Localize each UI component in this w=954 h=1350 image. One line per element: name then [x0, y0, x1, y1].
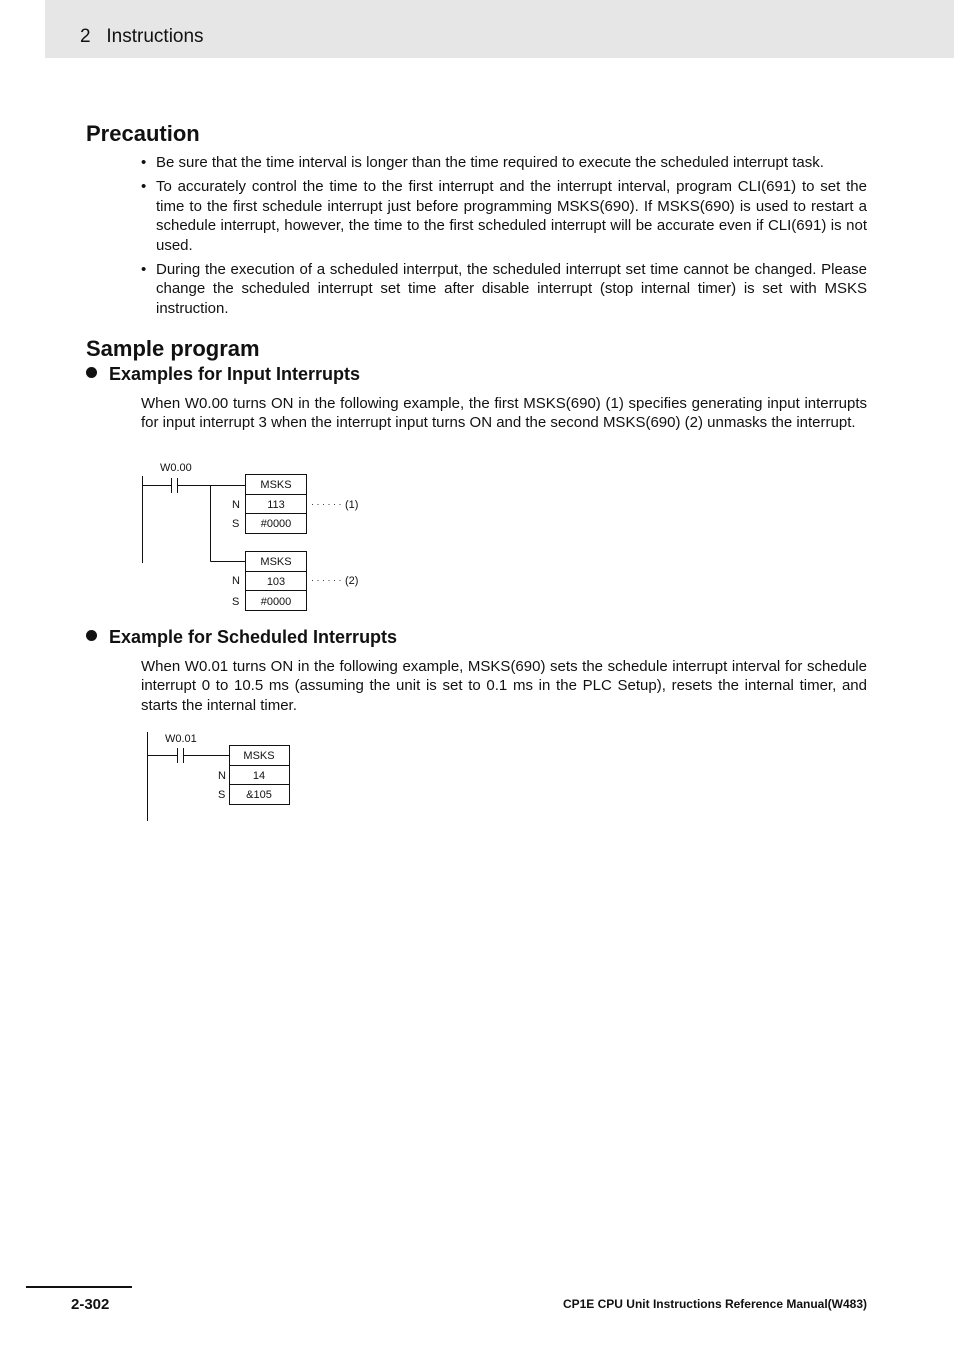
leader-dots: · · · · · ·	[311, 499, 342, 509]
block-name: MSKS	[260, 556, 292, 568]
precaution-title: Precaution	[86, 121, 200, 146]
callout-label: (2)	[345, 575, 359, 587]
input-interrupts-heading	[86, 364, 360, 385]
page-number: 2-302	[71, 1296, 110, 1313]
contact-label: W0.00	[160, 462, 192, 474]
precaution-list	[140, 153, 867, 323]
sample-program-title: Sample program	[86, 336, 260, 361]
scheduled-interrupts-text: When W0.01 turns ON in the following example, MSKS(690) sets the schedule interrupt interval for schedule interrupt 0 to 10.5 ms (assuming the unit is set to 0.1 ms in the PLC Setup), resets the internal timer, and starts the internal timer.	[141, 658, 867, 714]
scheduled-interrupts-heading	[86, 627, 397, 648]
operand-value-n: 14	[252, 770, 266, 782]
manual-title: CP1E CPU Unit Instructions Reference Manual(W483)	[562, 1297, 867, 1311]
section-header: 2 Instructions	[80, 26, 204, 47]
operand-label-s: S	[232, 596, 240, 608]
operand-value-s: #0000	[260, 518, 292, 530]
operand-label-s: S	[232, 518, 240, 530]
bullet-dot-icon	[86, 630, 97, 641]
precaution-bullet: • Be sure that the time interval is longer than the time required to execute the scheduled interrupt task.	[140, 153, 867, 172]
contact-label: W0.01	[165, 733, 197, 745]
operand-value-s: #0000	[260, 596, 292, 608]
operand-label-n: N	[218, 770, 226, 782]
scheduled-interrupts-heading-text: Example for Scheduled Interrupts	[109, 627, 398, 647]
leader-dots: · · · · · ·	[311, 575, 342, 585]
block-name: MSKS	[260, 479, 292, 491]
operand-value-s: &105	[246, 789, 272, 801]
operand-value-n: 103	[266, 576, 286, 588]
bullet-dot-icon	[86, 367, 97, 378]
block-name: MSKS	[243, 750, 275, 762]
operand-label-n: N	[232, 499, 240, 511]
callout-label: (1)	[345, 499, 359, 511]
operand-value-n: 113	[267, 499, 285, 511]
operand-label-s: S	[218, 789, 226, 801]
input-interrupts-heading-text: Examples for Input Interrupts	[109, 364, 361, 384]
operand-label-n: N	[232, 575, 240, 587]
precaution-bullet: • To accurately control the time to the first interrupt and the interrupt interval, program CLI(691) to set the time to the first schedule interrupt just before programming MSKS(690). If MSKS(690) is used to restart a schedule interrupt, however, the time to the first scheduled interrupt will be accurate even if CLI(691) is not used.	[140, 177, 867, 255]
input-interrupts-text: When W0.00 turns ON in the following example, the first MSKS(690) (1) specifies generating input interrupts for input interrupt 3 when the interrupt input turns ON and the second MSKS(690) (2) unmasks the interrupt.	[141, 395, 867, 432]
precaution-bullet: • During the execution of a scheduled interrput, the scheduled interrupt set time cannot be changed. Please change the scheduled interrupt set time after disable interrupt (stop internal timer) is set with MSKS instruction.	[140, 260, 867, 318]
footer-rule	[26, 1286, 132, 1288]
